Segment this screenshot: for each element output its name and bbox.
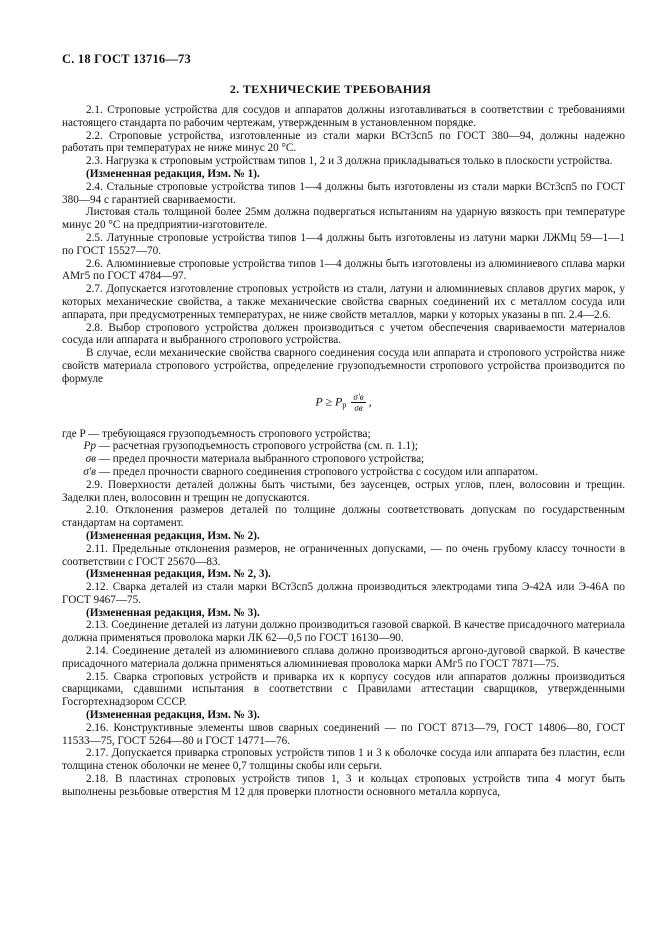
paragraph-2-6: 2.6. Алюминиевые строповые устройства типов 1—4 должны быть изготовлены из алюминиевого сплава марки АМг5 по ГОСТ 4784—97.: [62, 257, 625, 283]
load-formula: [62, 392, 625, 422]
paragraph-2-9: 2.9. Поверхности деталей должны быть чистыми, без заусенцев, острых углов, плен, волосовин и трещин. Заделки плен, волосовин и трещин не допускаются.: [62, 478, 625, 504]
formula-fraction: [351, 392, 365, 413]
definition-text: — предел прочности сварного соединения стропового устройства с сосудом или аппаратом.: [98, 465, 538, 478]
definition-symbol: σв: [85, 453, 96, 466]
paragraph-2-8-formula-intro: В случае, если механические свойства сварного соединения сосуда или аппарата и стропового устройства ниже свойств материала стропового устройства, определение грузоподъемности стропового устройства производится по формуле: [62, 347, 625, 385]
formula-definitions: [62, 428, 625, 479]
definition-text: — предел прочности материала выбранного стропового устройства;: [98, 453, 425, 466]
definition-text: — требующаяся грузоподъемность стропового устройства;: [88, 427, 371, 440]
definition-symbol: где P: [62, 427, 86, 440]
paragraph-2-10: 2.10. Отклонения размеров деталей по толщине должны соответствовать допускам по государственным стандартам на сортамент.: [62, 504, 625, 530]
definition-symbol: σ'в: [83, 465, 96, 478]
paragraph-2-4: 2.4. Стальные строповые устройства типов 1—4 должны быть изготовлены из стали марки ВСт3сп5 по ГОСТ 380—94 с гарантией свариваемости.: [62, 180, 625, 206]
paragraph-2-15: 2.15. Сварка строповых устройств и приварка их к корпусу сосудов или аппаратов должны производиться сварщиками, сдавшими испытания в соответствии с Правилами аттестации сварщиков, утвержденными Госгортехнадзором СССР.: [62, 670, 625, 709]
formula-numerator: σ'в: [353, 391, 364, 402]
paragraph-2-17: 2.17. Допускается приварка строповых устройств типов 1 и 3 к оболочке сосуда или аппарата без пластин, если толщина стенок оболочки не менее 0,7 толщины скобы или серьги.: [62, 747, 625, 773]
paragraph-2-11: 2.11. Предельные отклонения размеров, не ограниченных допусками, — по очень грубому классу точности в соответствии с ГОСТ 25670—83.: [62, 542, 625, 568]
formula-tail: ,: [368, 393, 372, 408]
formula-lhs-sub: p: [342, 399, 347, 409]
section-title: 2. ТЕХНИЧЕСКИЕ ТРЕБОВАНИЯ: [229, 82, 432, 96]
amendment-note: (Измененная редакция, Изм. № 1).: [86, 167, 260, 180]
paragraph-2-16: 2.16. Конструктивные элементы швов сварных соединений — по ГОСТ 8713—79, ГОСТ 14806—80, ГОСТ 11533—75, ГОСТ 5264—80 и ГОСТ 14771—76.: [62, 721, 625, 747]
paragraph-2-18: 2.18. В пластинах строповых устройств типов 1, 3 и кольцах строповых устройств типа 4 могут быть выполнены резьбовые отверстия М 12 для проверки плотности основного металла корпуса,: [62, 773, 625, 798]
definition-row: [62, 428, 625, 441]
paragraph-2-14: 2.14. Соединение деталей из алюминиевого сплава должно производиться аргоно-дуговой сваркой. В качестве присадочного материала должна применяться алюминиевая проволока марки АМг5 по ГОСТ 7871—75.: [62, 645, 625, 670]
paragraph-2-13: 2.13. Соединение деталей из латуни должно производиться газовой сваркой. В качестве присадочного материала должна применяться проволока марки ЛК 62—0,5 по ГОСТ 16130—90.: [62, 619, 625, 645]
paragraph-2-8: 2.8. Выбор стропового устройства должен производиться с учетом обеспечения свариваемости материалов сосуда или аппарата и выбранного стропового устройства.: [62, 321, 625, 347]
definition-row: [62, 466, 625, 479]
amendment-note: (Измененная редакция, Изм. № 2, 3).: [86, 568, 271, 581]
formula-lhs: P ≥ P: [315, 393, 343, 408]
paragraph-2-1: 2.1. Строповые устройства для сосудов и аппаратов должны изготавливаться в соответствии с требованиями настоящего стандарта по рабочим чертежам, утвержденным в установленном порядке.: [62, 104, 625, 129]
amendment-note: (Измененная редакция, Изм. № 3).: [86, 606, 260, 619]
definition-row: [62, 440, 625, 453]
paragraph-2-2: 2.2. Строповые устройства, изготовленные из стали марки ВСт3сп5 по ГОСТ 380—94, должны надежно работать при температурах не ниже минус 20 °С.: [62, 129, 625, 155]
paragraph-2-4-sheet: Листовая сталь толщиной более 25мм должна подвергаться испытаниям на ударную вязкость при температуре минус 20 °С на предприятии-изготовителе.: [62, 206, 625, 232]
amendment-note: (Измененная редакция, Изм. № 3).: [86, 709, 260, 722]
paragraph-2-7: 2.7. Допускается изготовление строповых устройств из стали, латуни и алюминиевых сплавов других марок, у которых механические свойства, а также механические свойства сварных соединений их с металлом сосуда или аппарата, при предусмотренных температурах, не ниже свойств металлов, марки у которых указаны в пп. 2.4—2.6.: [62, 283, 625, 321]
definition-text: — расчетная грузоподъемность стропового устройства (см. п. 1.1);: [98, 440, 418, 453]
definition-row: [62, 453, 625, 466]
definition-symbol: Pp: [83, 440, 96, 453]
page-header: С. 18 ГОСТ 13716—73: [62, 52, 191, 66]
formula-denominator: σв: [354, 402, 363, 413]
document-body: [62, 104, 625, 799]
paragraph-2-5: 2.5. Латунные строповые устройства типов 1—4 должны быть изготовлены из латуни марки ЛЖМц 59—1—1 по ГОСТ 15527—70.: [62, 231, 625, 257]
paragraph-2-12: 2.12. Сварка деталей из стали марки ВСт3сп5 должна производиться электродами типа Э-42А или Э-46А по ГОСТ 9467—75.: [62, 581, 625, 606]
paragraph-2-3: 2.3. Нагрузка к строповым устройствам типов 1, 2 и 3 должна прикладываться только в плоскости устройства.: [86, 155, 613, 168]
amendment-note: (Измененная редакция, Изм. № 2).: [86, 529, 260, 542]
